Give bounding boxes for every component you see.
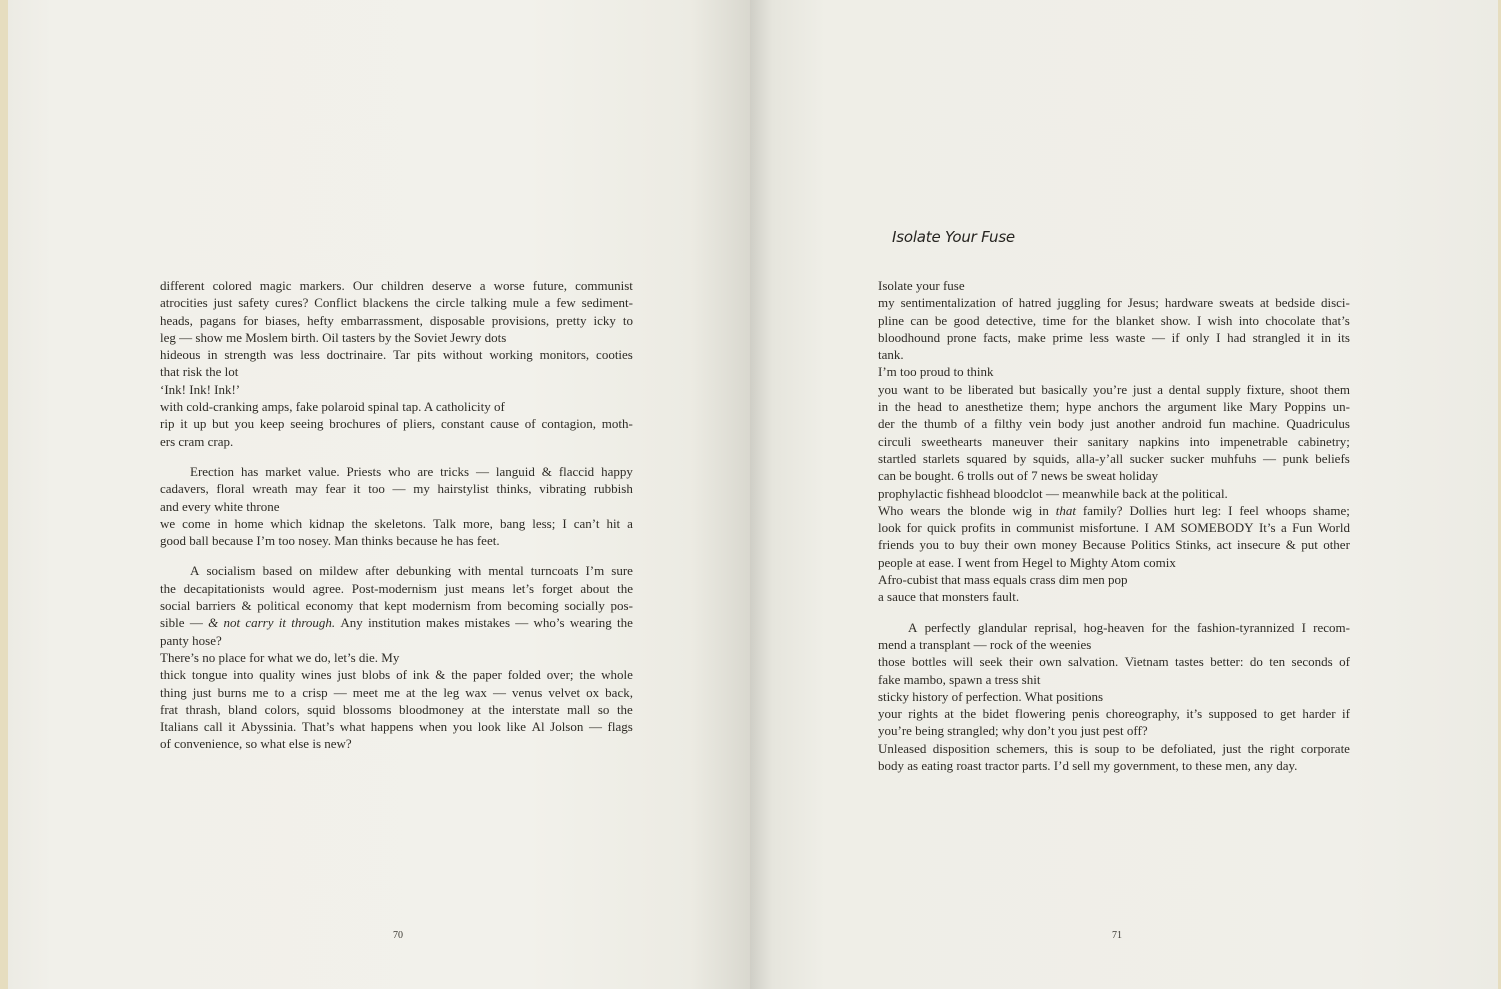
text-line: thing just burns me to a crisp — meet me at the leg wax — venus velvet ox back, bbox=[160, 684, 633, 700]
left-page-number: 70 bbox=[393, 930, 403, 941]
text-line: social barriers & political economy that kept modernism from becoming socially pos- bbox=[160, 598, 633, 614]
text-line: I’m too proud to think bbox=[878, 364, 994, 380]
text-line: look for quick profits in communist misfortune. I AM SOMEBODY It’s a Fun World bbox=[878, 520, 1350, 536]
right-page-text bbox=[878, 277, 1350, 774]
text-line: startled starlets squared by squids, alla-y’all sucker sucker muhfuhs — punk beliefs bbox=[878, 450, 1350, 466]
text-line: good ball because I’m too nosey. Man thinks because he has feet. bbox=[160, 533, 500, 549]
text-line: Italians call it Abyssinia. That’s what happens when you look like Al Jolson — flags bbox=[160, 719, 633, 735]
text-line: you want to be liberated but basically you’re just a dental supply fixture, shoot them bbox=[878, 381, 1350, 397]
text-line: with cold-cranking amps, fake polaroid spinal tap. A catholicity of bbox=[160, 399, 505, 415]
text-line: rip it up but you keep seeing brochures of pliers, constant cause of contagion, moth- bbox=[160, 416, 633, 432]
text-line: panty hose? bbox=[160, 632, 222, 648]
text-line: people at ease. I went from Hegel to Mighty Atom comix bbox=[878, 554, 1176, 570]
text-line: Unleased disposition schemers, this is soup to be defoliated, just the right corporate bbox=[878, 740, 1350, 756]
text-line: Who wears the blonde wig in that family? Dollies hurt leg: I feel whoops shame; bbox=[878, 502, 1350, 518]
paper-edge-left bbox=[0, 0, 8, 989]
text-line: pline can be good detective, time for the blanket show. I wish into chocolate that’s bbox=[878, 312, 1350, 328]
text-line: my sentimentalization of hatred juggling for Jesus; hardware sweats at bedside disci- bbox=[878, 295, 1350, 311]
paragraph-gap bbox=[160, 450, 633, 463]
left-page-text bbox=[160, 277, 633, 753]
text-line: body as eating roast tractor parts. I’d sell my government, to these men, any day. bbox=[878, 758, 1298, 774]
text-line: cadavers, floral wreath may fear it too — my hairstylist thinks, vibrating rubbish bbox=[160, 481, 633, 497]
text-line: A perfectly glandular reprisal, hog-heaven for the fashion-tyrannized I recom- bbox=[908, 619, 1350, 635]
right-page bbox=[750, 0, 1498, 989]
text-line: There’s no place for what we do, let’s die. My bbox=[160, 649, 400, 665]
text-line: of convenience, so what else is new? bbox=[160, 736, 352, 752]
text-line: Afro-cubist that mass equals crass dim men pop bbox=[878, 572, 1128, 588]
text-line: Isolate your fuse bbox=[878, 278, 965, 293]
text-line: your rights at the bidet flowering penis choreography, it’s supposed to get harder if bbox=[878, 706, 1350, 722]
text-line: atrocities just safety cures? Conflict blackens the circle talking mule a few sediment- bbox=[160, 295, 633, 311]
text-line: Erection has market value. Priests who are tricks — languid & flaccid happy bbox=[190, 463, 633, 479]
text-line: can be bought. 6 trolls out of 7 news be sweat holiday bbox=[878, 468, 1159, 484]
text-line: fake mambo, spawn a tress shit bbox=[878, 671, 1041, 687]
text-line: that risk the lot bbox=[160, 364, 239, 380]
text-line: mend a transplant — rock of the weenies bbox=[878, 636, 1092, 652]
text-line: different colored magic markers. Our children deserve a worse future, communist bbox=[160, 278, 633, 293]
text-line: circuli sweethearts maneuver their sanitary napkins into impenetrable cabinetry; bbox=[878, 433, 1350, 449]
text-line: ers cram crap. bbox=[160, 433, 234, 449]
text-line: sible — & not carry it through. Any institution makes mistakes — who’s wearing the bbox=[160, 615, 633, 631]
poem-title: Isolate Your Fuse bbox=[892, 228, 1015, 246]
text-line: hideous in strength was less doctrinaire. Tar pits without working monitors, cooties bbox=[160, 347, 633, 363]
text-line: a sauce that monsters fault. bbox=[878, 589, 1020, 605]
text-line: tank. bbox=[878, 347, 904, 363]
paragraph-gap bbox=[160, 549, 633, 562]
text-line: in the head to anesthetize them; hype anchors the argument like Mary Poppins un- bbox=[878, 399, 1350, 415]
text-line: prophylactic fishhead bloodclot — meanwhile back at the political. bbox=[878, 485, 1228, 501]
text-line: leg — show me Moslem birth. Oil tasters by the Soviet Jewry dots bbox=[160, 329, 507, 345]
left-page bbox=[8, 0, 750, 989]
text-line: those bottles will seek their own salvation. Vietnam tastes better: do ten seconds of bbox=[878, 654, 1350, 670]
text-line: A socialism based on mildew after debunking with mental turncoats I’m sure bbox=[190, 563, 633, 579]
text-line: sticky history of perfection. What positions bbox=[878, 688, 1104, 704]
text-line: heads, pagans for biases, hefty embarrassment, disposable provisions, pretty icky to bbox=[160, 312, 633, 328]
text-line: and every white throne bbox=[160, 498, 280, 514]
right-page-number: 71 bbox=[1112, 930, 1122, 941]
text-line: ‘Ink! Ink! Ink!’ bbox=[160, 381, 241, 397]
text-line: we come in home which kidnap the skeletons. Talk more, bang less; I can’t hit a bbox=[160, 515, 633, 531]
text-line: der the thumb of a filthy vein body just another android fun machine. Quadriculus bbox=[878, 416, 1350, 432]
text-line: frat thrash, bland colors, squid blossoms bloodmoney at the interstate mall so the bbox=[160, 701, 633, 717]
text-line: the decapitationists would agree. Post-modernism just means let’s forget about the bbox=[160, 580, 633, 596]
text-line: bloodhound prone facts, make prime less waste — if only I had strangled it in its bbox=[878, 329, 1350, 345]
paragraph-gap bbox=[878, 606, 1350, 619]
text-line: thick tongue into quality wines just blobs of ink & the paper folded over; the whole bbox=[160, 667, 633, 683]
text-line: you’re being strangled; why don’t you just pest off? bbox=[878, 723, 1148, 739]
text-line: friends you to buy their own money Because Politics Stinks, act insecure & put other bbox=[878, 537, 1350, 553]
